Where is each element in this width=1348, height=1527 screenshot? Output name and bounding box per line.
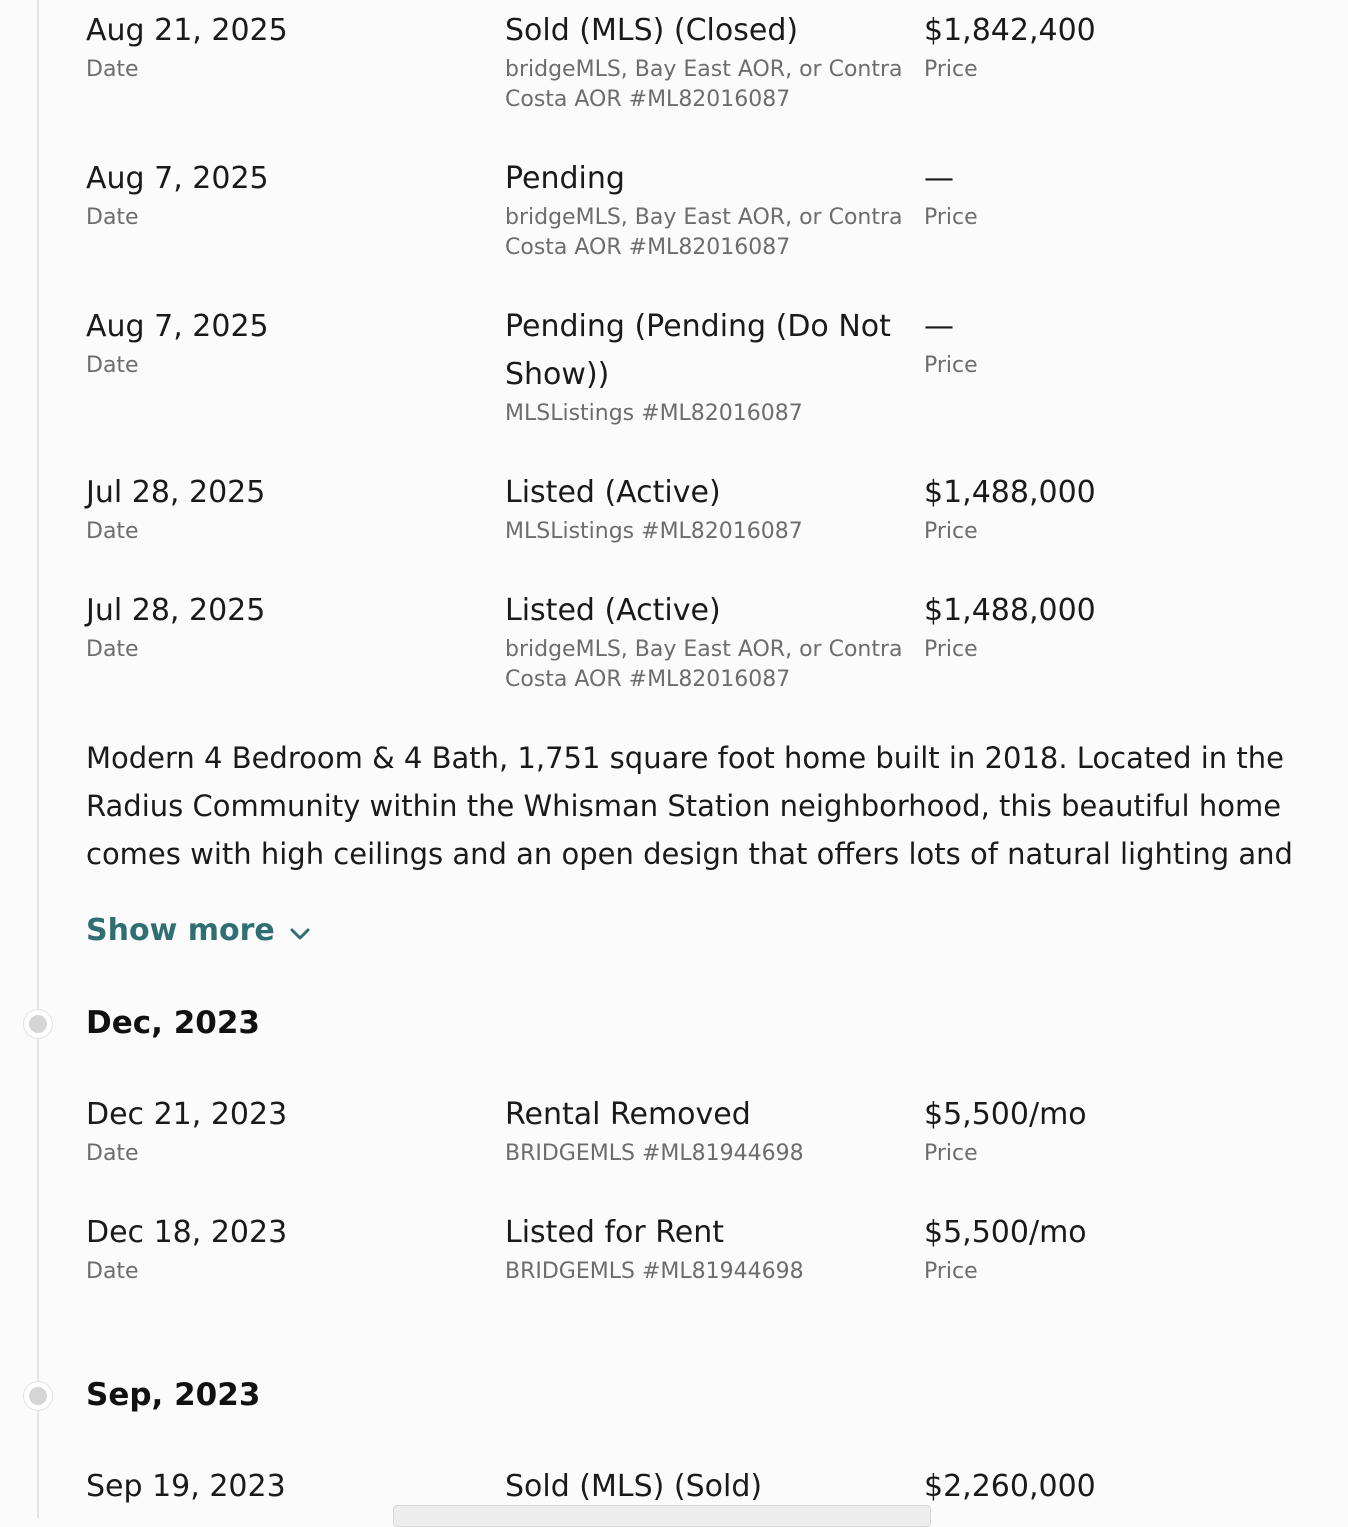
date-label: Date xyxy=(86,1141,139,1166)
event-price: $5,500/mo xyxy=(924,1215,1087,1250)
price-label: Price xyxy=(924,353,978,378)
event-price: $5,500/mo xyxy=(924,1097,1087,1132)
event-date: Aug 21, 2025 xyxy=(86,13,288,48)
description-line: Radius Community within the Whisman Station neighborhood, this beautiful home xyxy=(86,789,1282,823)
event-type: Sold (MLS) (Closed) xyxy=(505,13,799,48)
event-type: Pending xyxy=(505,161,625,196)
month-heading: Sep, 2023 xyxy=(86,1377,261,1413)
price-label: Price xyxy=(924,205,978,230)
timeline-dot xyxy=(23,1381,53,1411)
event-source: bridgeMLS, Bay East AOR, or Contra Costa AOR #ML82016087 xyxy=(505,637,903,692)
event-source: bridgeMLS, Bay East AOR, or Contra Costa AOR #ML82016087 xyxy=(505,205,903,260)
event-price: $1,488,000 xyxy=(924,475,1096,510)
event-type: Listed for Rent xyxy=(505,1215,724,1250)
event-source: bridgeMLS, Bay East AOR, or Contra Costa AOR #ML82016087 xyxy=(505,57,903,112)
show-more-button[interactable] xyxy=(86,907,311,956)
event-price: $1,842,400 xyxy=(924,13,1096,48)
description-line: Modern 4 Bedroom & 4 Bath, 1,751 square foot home built in 2018. Located in the xyxy=(86,741,1284,775)
event-date: Sep 19, 2023 xyxy=(86,1469,286,1504)
listing-description xyxy=(86,734,1348,878)
date-label: Date xyxy=(86,1259,139,1284)
timeline-line xyxy=(37,0,39,1518)
event-source: BRIDGEMLS #ML81944698 xyxy=(505,1141,804,1166)
month-heading: Dec, 2023 xyxy=(86,1005,260,1041)
price-label: Price xyxy=(924,637,978,662)
event-source: MLSListings #ML82016087 xyxy=(505,401,803,426)
event-date: Dec 18, 2023 xyxy=(86,1215,288,1250)
description-line: comes with high ceilings and an open design that offers lots of natural lighting and xyxy=(86,837,1293,871)
price-label: Price xyxy=(924,1141,978,1166)
event-date: Jul 28, 2025 xyxy=(86,475,266,510)
event-price: $2,260,000 xyxy=(924,1469,1096,1504)
floating-toolbar[interactable] xyxy=(393,1505,931,1527)
price-label: Price xyxy=(924,1259,978,1284)
event-type: Listed (Active) xyxy=(505,475,721,510)
event-type: Rental Removed xyxy=(505,1097,751,1132)
date-label: Date xyxy=(86,57,139,82)
event-date: Jul 28, 2025 xyxy=(86,593,266,628)
date-label: Date xyxy=(86,637,139,662)
date-label: Date xyxy=(86,353,139,378)
event-date: Aug 7, 2025 xyxy=(86,161,269,196)
event-price: — xyxy=(924,161,954,196)
date-label: Date xyxy=(86,205,139,230)
price-label: Price xyxy=(924,57,978,82)
event-type: Sold (MLS) (Sold) xyxy=(505,1469,763,1504)
event-date: Dec 21, 2023 xyxy=(86,1097,288,1132)
event-type: Pending (Pending (Do Not Show)) xyxy=(505,309,891,392)
show-more-label: Show more xyxy=(86,913,275,948)
event-source: MLSListings #ML82016087 xyxy=(505,519,803,544)
event-type: Listed (Active) xyxy=(505,593,721,628)
chevron-down-icon xyxy=(289,908,311,956)
event-price: — xyxy=(924,309,954,344)
event-price: $1,488,000 xyxy=(924,593,1096,628)
date-label: Date xyxy=(86,519,139,544)
event-date: Aug 7, 2025 xyxy=(86,309,269,344)
price-label: Price xyxy=(924,519,978,544)
event-source: BRIDGEMLS #ML81944698 xyxy=(505,1259,804,1284)
timeline-dot xyxy=(23,1009,53,1039)
